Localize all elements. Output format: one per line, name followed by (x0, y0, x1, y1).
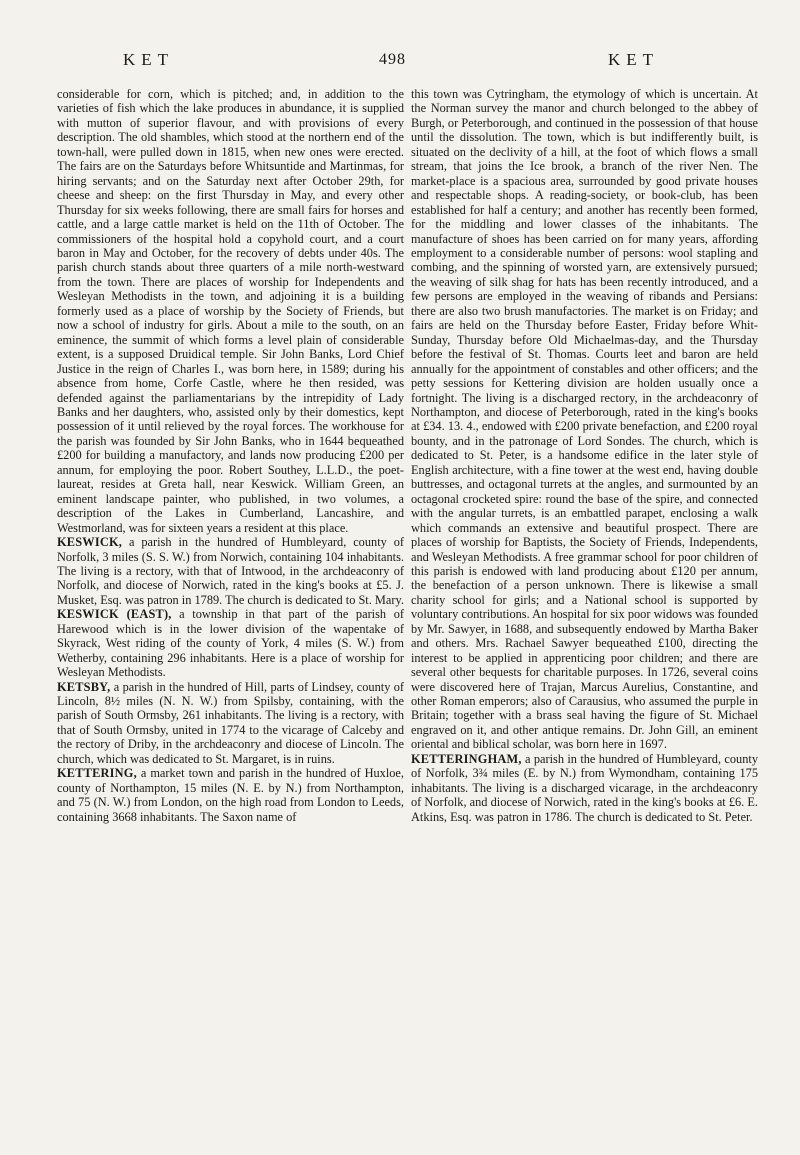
left-column (57, 87, 404, 824)
entry-keswick-continued (57, 87, 404, 535)
entry-headword: KESWICK, (57, 535, 123, 550)
page-number: 498 (379, 51, 406, 68)
right-column (411, 87, 758, 824)
entry-text: a parish in the hundred of Humbleyard, county of Norfolk, 3¾ miles (E. by N.) from Wymondham, containing 175 inhabitants. The living is a discharged vicarage, in the archdeaconry of Norfolk, and diocese of Norwich, rated in the king's books at £6. E. Atkins, Esq. was patron in 1786. The church is dedicated to St. Peter. (411, 751, 758, 824)
entry-text: this town was Cytringham, the etymology of which is uncertain. At the Norman survey the manor and church belonged to the abbey of Burgh, or Peterborough, and continued in the possession of that house until the dissolution. The town, which is but indifferently built, is situated on the declivity of a hill, at the foot of which flows a small stream, that joins the Ice brook, a branch of the river Nen. The market-place is a spacious area, surrounded by good private houses and respectable shops. A reading-society, or book-club, has been established for half a century; and another has recently been formed, for the middling and lower classes of the inhabitants. The manufacture of shoes has been carried on for many years, affording employment to a considerable number of persons: wool stapling and combing, and the spinning of worsted yarn, are extensively pursued; the weaving of silk shag for hats has been recently introduced, and a few persons are employed in the weaving of ribands and Persians: there are also two brush manufactories. The market is on Friday; and fairs are held on the Thursday before Easter, Friday before Whit-Sunday, Thursday before Old Michaelmas-day, and the Thursday before the festival of St. Thomas. Courts leet and baron are held annually for the appointment of constables and other officers; and the petty sessions for Kettering division are holden usually once a fortnight. The living is a discharged rectory, in the archdeaconry of Northampton, and diocese of Peterborough, rated in the king's books at £34. 13. 4., endowed with £200 private benefaction, and £200 royal bounty, and in the patronage of Lord Sondes. The church, which is dedicated to St. Peter, is a handsome edifice in the later style of English architecture, with a fine tower at the west end, having double buttresses, and octagonal turrets at the angles, and surmounted by an octagonal crocketed spire: round the base of the spire, and connected with the angular turrets, is an embattled parapet, enclosing a walk which commands an extensive and beautiful prospect. There are places of worship for Baptists, the Society of Friends, Independents, and Wesleyan Methodists. A free grammar school for poor children of this parish is endowed with land producing about £120 per annum, the benefaction of a person unknown. There is likewise a small charity school for girls; and a National school is supported by voluntary contributions. An hospital for six poor widows was founded by Mr. Sawyer, in 1688, and subsequently endowed by Martha Baker and others. Mrs. Rachael Sawyer bequeathed £100, directing the interest to be applied in apprenticing poor children; and there are several other bequests for charitable purposes. In 1726, several coins were discovered here of Trajan, Marcus Aurelius, Constantine, and other Roman emperors; also of Carausius, who assumed the purple in Britain; together with a brass seal having the figure of St. Michael engraved on it, and other antique remains. Dr. John Gill, an eminent oriental and biblical scholar, was born here in 1697. (411, 87, 758, 752)
running-head-left: KET (123, 50, 175, 69)
entry-kettering-continued (411, 87, 758, 752)
running-head (0, 50, 800, 70)
entry-text: a township in that part of the parish of Harewood which is in the lower division of the wapentake of Skyrack, West riding of the county of York, 4 miles (S. W.) from Wetherby, containing 296 inhabitants. Here is a place of worship for Wesleyan Methodists. (57, 607, 404, 680)
entry-text: considerable for corn, which is pitched; and, in addition to the varieties of fish which the lake produces in abundance, it is supplied with mutton of superior flavour, and with provisions of every description. The old shambles, which stood at the northern end of the town-hall, were pulled down in 1815, when new ones were erected. The fairs are on the Saturdays before Whitsuntide and Martinmas, for hiring servants; and on the Saturday next after October 29th, for cheese and sheep: on the first Thursday in May, and every other Thursday for six weeks following, there are small fairs for horses and cattle, and a large cattle market is held on the 11th of October. The commissioners of the hospital hold a copyhold court, and a court baron in May and October, for the recovery of debts under 40s. The parish church stands about three quarters of a mile north-westward from the town. There are places of worship for Independents and Wesleyan Methodists in the town, and adjoining it is a building formerly used as a place of worship by the Society of Friends, but now a school of industry for girls. About a mile to the south, on an eminence, the summit of which forms a level plain of considerable extent, is a supposed Druidical temple. Sir John Banks, Lord Chief Justice in the reign of Charles I., was born here, in 1589; during his absence from home, Corfe Castle, where he then resided, was defended against the parliamentarians by the intrepidity of Lady Banks and her daughters, who, assisted only by their domestics, kept possession of it until relieved by the royal forces. The workhouse for the parish was founded by Sir John Banks, who in 1644 bequeathed £200 for building a manufactory, and lands now producing £200 per annum, for employing the poor. Robert Southey, L.L.D., the poet-laureat, resides at Greta hall, near Keswick. William Green, an eminent landscape painter, who published, in two volumes, a description of the Lakes in Cumberland, Lancashire, and Westmorland, was for sixteen years a resident at this place. (57, 87, 404, 535)
entry-headword: KETTERINGHAM, (411, 751, 522, 766)
entry-headword: KESWICK (EAST), (57, 607, 172, 622)
entry-text: a parish in the hundred of Humbleyard, county of Norfolk, 3 miles (S. S. W.) from Norwich, containing 104 inhabitants. The living is a rectory, with that of Intwood, in the archdeaconry of Norfolk, and diocese of Norwich, rated in the king's books at £5. J. Musket, Esq. was patron in 1789. The church is dedicated to St. Mary. (57, 535, 404, 607)
entry-keswick-east (57, 607, 404, 679)
entry-keswick-norfolk (57, 535, 404, 607)
entry-ketteringham (411, 752, 758, 824)
entry-headword: KETTERING, (57, 766, 137, 781)
entry-text: a parish in the hundred of Hill, parts of Lindsey, county of Lincoln, 8½ miles (N. N. W.) from Spilsby, containing, with the parish of South Ormsby, 261 inhabitants. The living is a rectory, with that of South Ormsby, united in 1774 to the vicarage of Calceby and the rectory of Driby, in the archdeaconry and diocese of Lincoln. The church, which was dedicated to St. Margaret, is in ruins. (57, 679, 404, 766)
entry-headword: KETSBY, (57, 679, 111, 694)
entry-text: a market town and parish in the hundred of Huxloe, county of Northampton, 15 miles (N. E. by N.) from Northampton, and 75 (N. W.) from London, on the high road from London to Leeds, containing 3668 inhabitants. The Saxon name of (57, 766, 404, 824)
entry-ketsby (57, 680, 404, 767)
entry-kettering (57, 766, 404, 824)
running-head-right: KET (608, 50, 660, 69)
